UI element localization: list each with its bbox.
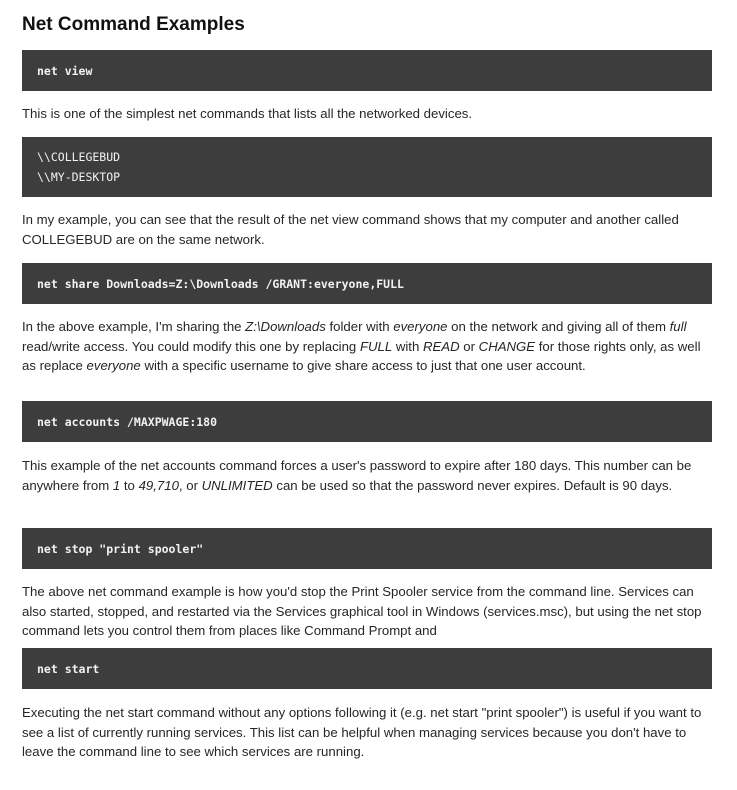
code-block-net-start bbox=[22, 648, 712, 689]
code-block-net-stop bbox=[22, 528, 712, 569]
output-line: \\MY-DESKTOP bbox=[37, 170, 121, 184]
code-line: net share Downloads=Z:\Downloads /GRANT:everyone,FULL bbox=[37, 276, 404, 291]
code-line: net start bbox=[37, 661, 100, 676]
page-title: Net Command Examples bbox=[22, 14, 245, 35]
code-block-net-share bbox=[22, 263, 712, 304]
code-line: net stop "print spooler" bbox=[37, 541, 204, 556]
paragraph-net-view: This is one of the simplest net commands that lists all the networked devices. bbox=[22, 106, 473, 121]
paragraph-net-stop: The above net command example is how you'd stop the Print Spooler service from the command line. Services can also started, stopped, and restarted via the Services graphical tool in Windows (services.msc), but using the net stop command lets you control them from places like Command Prompt and bbox=[22, 584, 702, 638]
code-block-net-view bbox=[22, 50, 712, 91]
output-block-net-view bbox=[22, 137, 712, 197]
paragraph-net-view-result: In my example, you can see that the result of the net view command shows that my computer and another called COLLEGEBUD are on the same network. bbox=[22, 212, 679, 247]
paragraph-net-share: In the above example, I'm sharing the Z:\Downloads folder with everyone on the network and giving all of them full read/write access. You could modify this one by replacing FULL with READ or CHANGE for those rights only, as well as replace everyone with a specific username to give share access to just that one user account. bbox=[22, 319, 701, 373]
code-line: net view bbox=[37, 63, 93, 78]
output-line: \\COLLEGEBUD bbox=[37, 150, 121, 164]
code-line: net accounts /MAXPWAGE:180 bbox=[37, 414, 218, 429]
paragraph-net-accounts: This example of the net accounts command forces a user's password to expire after 180 days. This number can be anywhere from 1 to 49,710, or UNLIMITED can be used so that the password never expires. Default is 90 days. bbox=[22, 458, 692, 493]
paragraph-net-start: Executing the net start command without any options following it (e.g. net start "print spooler") is useful if you want to see a list of currently running services. This list can be helpful when managing services because you don't have to leave the command line to see which services are running. bbox=[22, 705, 702, 759]
code-block-net-accounts bbox=[22, 401, 712, 442]
